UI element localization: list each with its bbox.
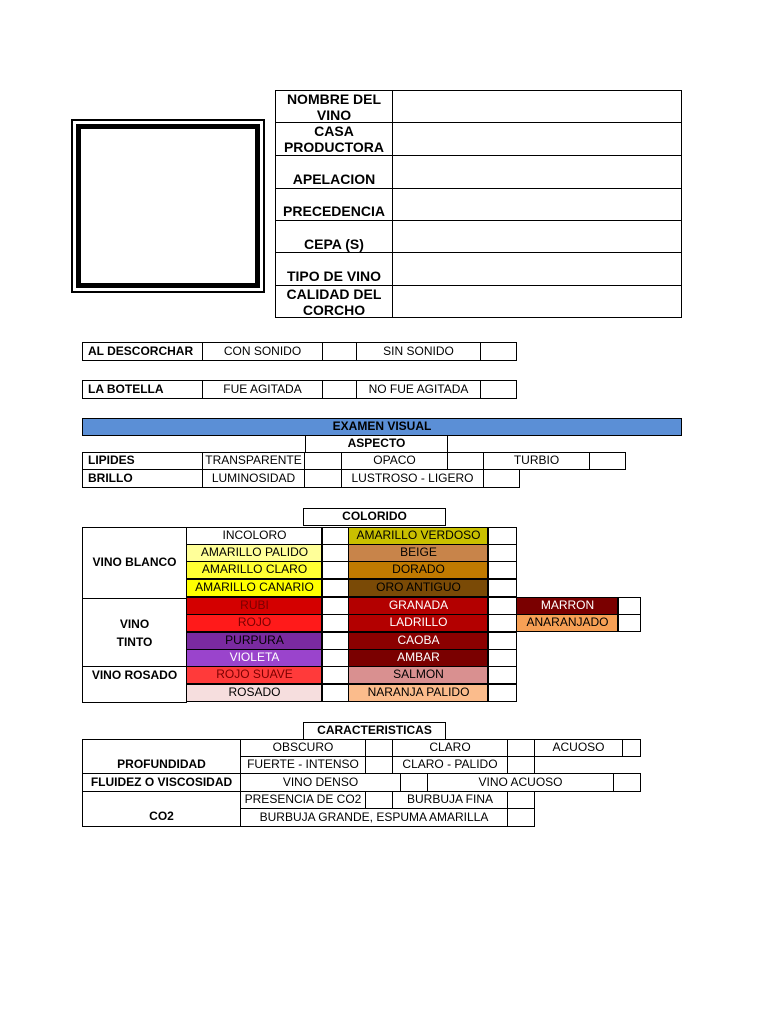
lipides-check1[interactable] <box>304 452 342 470</box>
color-swatch: VIOLETA <box>186 649 323 667</box>
color-swatch: LADRILLO <box>348 614 489 632</box>
wine-label-photo-frame <box>71 119 265 293</box>
botella-check1[interactable] <box>322 380 357 399</box>
botella-label: LA BOTELLA <box>82 380 203 399</box>
field-tipo[interactable] <box>392 252 682 286</box>
field-cepa[interactable] <box>392 220 682 253</box>
color-swatch: CAOBA <box>348 632 489 650</box>
brillo-check1[interactable] <box>304 469 342 488</box>
label-tipo: TIPO DE VINO <box>275 252 393 286</box>
label-cepa: CEPA (S) <box>275 220 393 253</box>
color-checkbox[interactable] <box>487 527 517 545</box>
descorchar-check1[interactable] <box>322 342 357 361</box>
color-checkbox[interactable] <box>487 597 517 615</box>
co2-opt-burbuja-grande: BURBUJA GRANDE, ESPUMA AMARILLA <box>240 808 508 827</box>
botella-opt1: FUE AGITADA <box>202 380 323 399</box>
lipides-opt2: OPACO <box>341 452 448 470</box>
color-checkbox[interactable] <box>321 649 349 667</box>
fluidez-check-denso[interactable] <box>400 773 428 792</box>
label-precedencia: PRECEDENCIA <box>275 188 393 221</box>
color-checkbox[interactable] <box>617 597 641 615</box>
color-swatch: INCOLORO <box>186 527 323 545</box>
profundidad-check-claro[interactable] <box>507 739 535 757</box>
lipides-opt1: TRANSPARENTE <box>202 452 305 470</box>
fluidez-opt-acuoso: VINO ACUOSO <box>427 773 614 792</box>
color-checkbox[interactable] <box>617 614 641 632</box>
lipides-check3[interactable] <box>589 452 626 470</box>
co2-opt-presencia: PRESENCIA DE CO2 <box>240 791 366 809</box>
profundidad-label: PROFUNDIDAD <box>82 739 241 774</box>
color-checkbox[interactable] <box>321 544 349 562</box>
wine-label-photo-inner <box>76 124 260 288</box>
label-nombre: NOMBRE DEL VINO <box>275 90 393 123</box>
descorchar-label: AL DESCORCHAR <box>82 342 203 361</box>
color-swatch: ROSADO <box>186 684 323 702</box>
examen-visual-header: EXAMEN VISUAL <box>82 418 682 436</box>
color-swatch: PURPURA <box>186 632 323 650</box>
color-swatch: NARANJA PALIDO <box>348 684 489 702</box>
color-swatch: MARRON <box>516 597 619 615</box>
color-swatch: ROJO SUAVE <box>186 666 323 684</box>
fluidez-opt-denso: VINO DENSO <box>240 773 401 792</box>
lipides-label: LIPIDES <box>82 452 203 470</box>
field-casa[interactable] <box>392 122 682 156</box>
color-swatch: DORADO <box>348 561 489 579</box>
co2-check-burbuja-fina[interactable] <box>507 791 535 809</box>
color-checkbox[interactable] <box>321 684 349 702</box>
color-swatch: AMARILLO PALIDO <box>186 544 323 562</box>
co2-check-presencia[interactable] <box>365 791 393 809</box>
color-checkbox[interactable] <box>487 666 517 684</box>
color-swatch: AMARILLO CLARO <box>186 561 323 579</box>
color-checkbox[interactable] <box>487 649 517 667</box>
co2-opt-burbuja-fina: BURBUJA FINA <box>392 791 508 809</box>
color-checkbox[interactable] <box>321 597 349 615</box>
profundidad-opt-fuerte: FUERTE - INTENSO <box>240 756 366 774</box>
co2-label: CO2 <box>82 791 241 827</box>
color-swatch: RUBI <box>186 597 323 615</box>
profundidad-opt-obscuro: OBSCURO <box>240 739 366 757</box>
color-checkbox[interactable] <box>487 544 517 562</box>
group-vino-rosado: VINO ROSADO <box>82 666 187 703</box>
co2-check-burbuja-grande[interactable] <box>507 808 535 827</box>
color-checkbox[interactable] <box>321 527 349 545</box>
color-swatch: AMARILLO CANARIO <box>186 579 323 597</box>
brillo-check2[interactable] <box>483 469 520 488</box>
brillo-opt1: LUMINOSIDAD <box>202 469 305 488</box>
descorchar-opt1: CON SONIDO <box>202 342 323 361</box>
color-checkbox[interactable] <box>321 614 349 632</box>
descorchar-opt2: SIN SONIDO <box>356 342 481 361</box>
lipides-opt3: TURBIO <box>483 452 590 470</box>
color-checkbox[interactable] <box>487 632 517 650</box>
field-calidad[interactable] <box>392 285 682 318</box>
color-swatch: SALMON <box>348 666 489 684</box>
field-precedencia[interactable] <box>392 188 682 221</box>
color-checkbox[interactable] <box>321 632 349 650</box>
field-nombre[interactable] <box>392 90 682 123</box>
group-vino-blanco: VINO BLANCO <box>82 527 187 599</box>
field-apelacion[interactable] <box>392 155 682 189</box>
color-checkbox[interactable] <box>321 666 349 684</box>
fluidez-label: FLUIDEZ O VISCOSIDAD <box>82 773 241 792</box>
color-swatch: GRANADA <box>348 597 489 615</box>
color-checkbox[interactable] <box>487 561 517 579</box>
color-swatch: ORO ANTIGUO <box>348 579 489 597</box>
profundidad-check-acuoso[interactable] <box>622 739 641 757</box>
profundidad-check-claro-palido[interactable] <box>507 756 535 774</box>
color-checkbox[interactable] <box>321 561 349 579</box>
brillo-label: BRILLO <box>82 469 203 488</box>
profundidad-check-obscuro[interactable] <box>365 739 393 757</box>
color-checkbox[interactable] <box>487 684 517 702</box>
botella-check2[interactable] <box>480 380 517 399</box>
color-swatch: ANARANJADO <box>516 614 619 632</box>
profundidad-opt-claro-palido: CLARO - PALIDO <box>392 756 508 774</box>
color-swatch: AMBAR <box>348 649 489 667</box>
label-calidad: CALIDAD DEL CORCHO <box>275 285 393 318</box>
color-checkbox[interactable] <box>321 579 349 597</box>
fluidez-check-acuoso[interactable] <box>613 773 641 792</box>
profundidad-opt-claro: CLARO <box>392 739 508 757</box>
color-checkbox[interactable] <box>487 579 517 597</box>
label-apelacion: APELACION <box>275 155 393 189</box>
group-vino-tinto: VINO TINTO <box>82 598 187 667</box>
profundidad-opt-acuoso: ACUOSO <box>534 739 623 757</box>
caracteristicas-header: CARACTERISTICAS <box>303 722 446 740</box>
brillo-opt2: LUSTROSO - LIGERO <box>341 469 484 488</box>
profundidad-check-fuerte[interactable] <box>365 756 393 774</box>
color-swatch: BEIGE <box>348 544 489 562</box>
colorido-header: COLORIDO <box>303 508 446 526</box>
color-swatch: AMARILLO VERDOSO <box>348 527 489 545</box>
botella-opt2: NO FUE AGITADA <box>356 380 481 399</box>
color-checkbox[interactable] <box>487 614 517 632</box>
color-swatch: ROJO <box>186 614 323 632</box>
aspecto-header: ASPECTO <box>305 435 448 453</box>
label-casa: CASA PRODUCTORA <box>275 122 393 156</box>
lipides-check2[interactable] <box>447 452 484 470</box>
descorchar-check2[interactable] <box>480 342 517 361</box>
